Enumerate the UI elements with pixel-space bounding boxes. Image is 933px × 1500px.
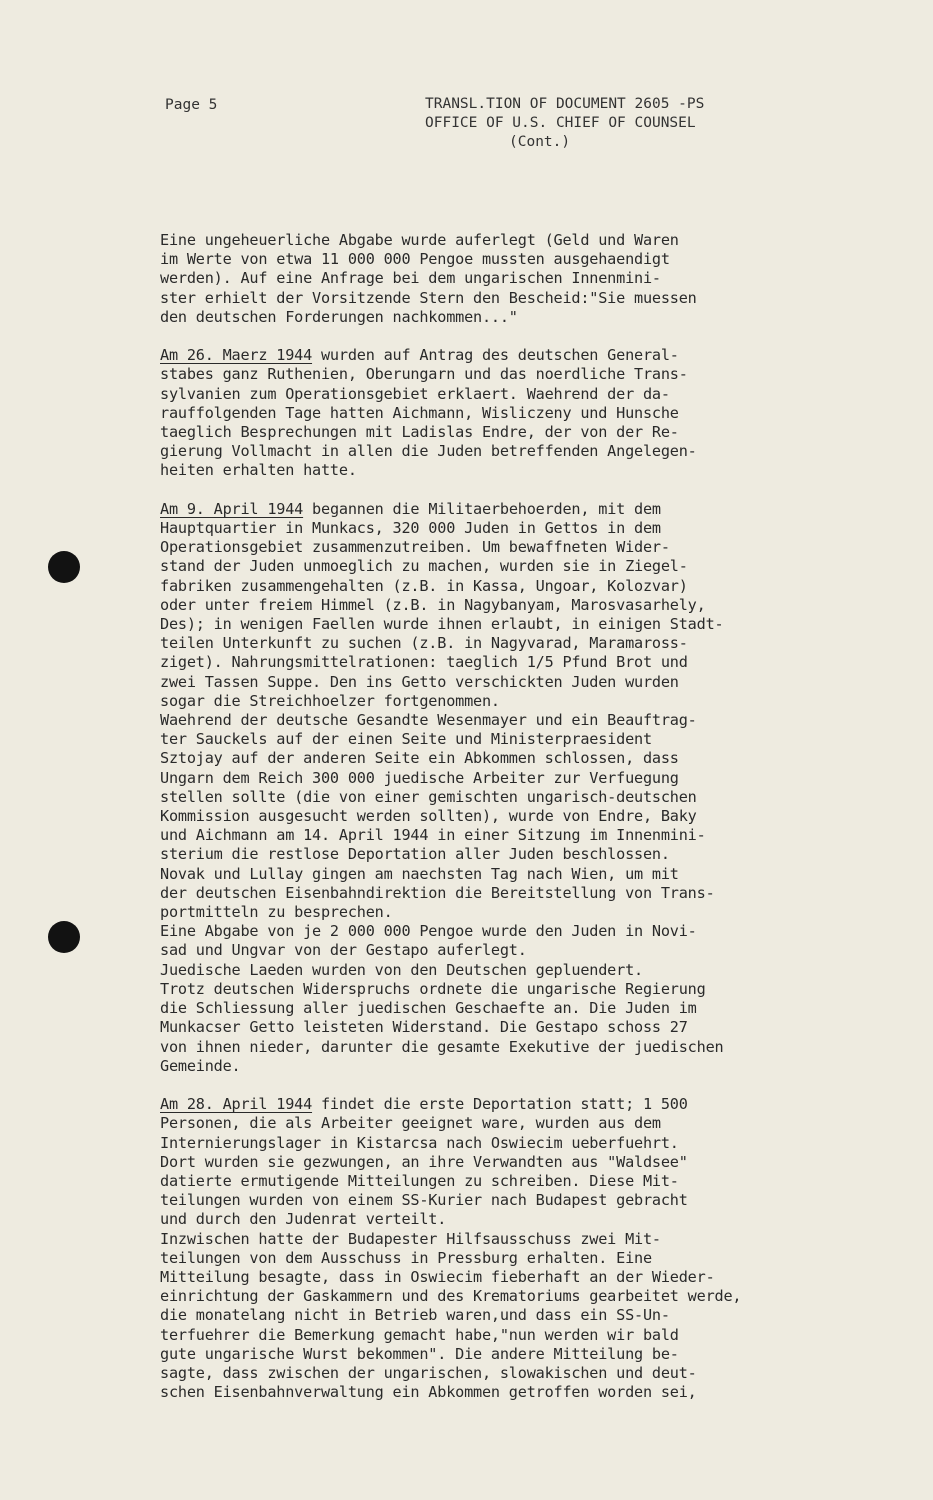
line-text: ziget). Nahrungsmittelrationen: taeglich 1/5 Pfund Brot und [160, 653, 688, 672]
text-line [160, 980, 800, 999]
line-text: Juedische Laeden wurden von den Deutschen gepluendert. [160, 960, 643, 979]
line-text: sad und Ungvar von der Gestapo auferlegt. [160, 941, 527, 960]
text-line [160, 673, 800, 692]
text-line [160, 884, 800, 903]
line-text: Des); in wenigen Faellen wurde ihnen erlaubt, in einigen Stadt- [160, 615, 724, 634]
line-text: einrichtung der Gaskammern und des Krematoriums gearbeitet werde, [160, 1287, 742, 1306]
line-text: stand der Juden unmoeglich zu machen, wurden sie in Ziegel- [160, 557, 688, 576]
text-line [160, 577, 800, 596]
text-line [160, 269, 800, 288]
text-line [160, 826, 800, 845]
line-text: Internierungslager in Kistarcsa nach Oswiecim ueberfuehrt. [160, 1133, 679, 1152]
text-line [160, 1230, 800, 1249]
line-text: teilungen wurden von einem SS-Kurier nach Budapest gebracht [160, 1191, 688, 1210]
line-text: Sztojay auf der anderen Seite ein Abkommen schlossen, dass [160, 749, 679, 768]
line-text: taeglich Besprechungen mit Ladislas Endre, der von der Re- [160, 423, 679, 442]
line-text: begannen die Militaerbehoerden, mit dem [303, 499, 661, 518]
line-text: stellen sollte (die von einer gemischten ungarisch-deutschen [160, 787, 697, 806]
line-text: findet die erste Deportation statt; 1 500 [312, 1095, 688, 1114]
line-text: die monatelang nicht in Betrieb waren,und dass ein SS-Un- [160, 1306, 670, 1325]
punch-hole [48, 551, 80, 583]
text-line [160, 1134, 800, 1153]
text-line [160, 461, 800, 480]
punch-hole [48, 921, 80, 953]
line-text: gute ungarische Wurst bekommen". Die andere Mitteilung be- [160, 1344, 679, 1363]
text-line [160, 1326, 800, 1345]
text-line [160, 807, 800, 826]
text-line [160, 289, 800, 308]
text-line [160, 346, 800, 365]
text-line [160, 500, 800, 519]
line-text: ter Sauckels auf der einen Seite und Ministerpraesident [160, 730, 652, 749]
text-line [160, 1210, 800, 1229]
text-line [160, 692, 800, 711]
line-text: Eine ungeheuerliche Abgabe wurde auferlegt (Geld und Waren [160, 231, 679, 249]
line-text: werden). Auf eine Anfrage bei dem ungarischen Innenmini- [160, 269, 661, 288]
text-line [160, 1191, 800, 1210]
document-header [425, 95, 704, 152]
text-line [160, 231, 800, 250]
line-text: der deutschen Eisenbahndirektion die Bereitstellung von Trans- [160, 883, 715, 902]
line-text: den deutschen Forderungen nachkommen..." [160, 307, 518, 326]
line-text: terfuehrer die Bemerkung gemacht habe,"nun werden wir bald [160, 1325, 679, 1344]
text-line [160, 1038, 800, 1057]
text-line [160, 845, 800, 864]
line-text: teilen Unterkunft zu suchen (z.B. in Nagyvarad, Maramaross- [160, 634, 688, 653]
text-line [160, 615, 800, 634]
text-line [160, 865, 800, 884]
line-text: Ungarn dem Reich 300 000 juedische Arbeiter zur Verfuegung [160, 768, 679, 787]
line-text: Trotz deutschen Widerspruchs ordnete die ungarische Regierung [160, 979, 706, 998]
text-line [160, 1364, 800, 1383]
text-line [160, 1018, 800, 1037]
text-line [160, 711, 800, 730]
text-line [160, 922, 800, 941]
text-line [160, 1057, 800, 1076]
text-line [160, 653, 800, 672]
line-text: und durch den Judenrat verteilt. [160, 1210, 447, 1229]
line-text: Hauptquartier in Munkacs, 320 000 Juden in Gettos in dem [160, 519, 661, 538]
line-text: datierte ermutigende Mitteilungen zu schreiben. Diese Mit- [160, 1171, 679, 1190]
line-text: stabes ganz Ruthenien, Oberungarn und das noerdliche Trans- [160, 365, 688, 384]
text-line [160, 1095, 800, 1114]
line-text: teilungen von dem Ausschuss in Pressburg erhalten. Eine [160, 1248, 652, 1267]
date-lead: Am 9. April 1944 [160, 499, 304, 518]
line-text: Gemeinde. [160, 1056, 241, 1075]
text-line [160, 634, 800, 653]
line-text: Personen, die als Arbeiter geeignet ware, wurden aus dem [160, 1114, 661, 1133]
line-text: sagte, dass zwischen der ungarischen, slowakischen und deut- [160, 1363, 697, 1382]
text-line [160, 404, 800, 423]
text-line [160, 596, 800, 615]
date-lead: Am 26. Maerz 1944 [160, 346, 313, 365]
line-text: wurden auf Antrag des deutschen General- [312, 346, 679, 365]
date-lead: Am 28. April 1944 [160, 1095, 313, 1114]
text-line [160, 442, 800, 461]
text-line [160, 538, 800, 557]
paragraph [160, 346, 800, 480]
line-text: im Werte von etwa 11 000 000 Pengoe mussten ausgehaendigt [160, 250, 670, 269]
line-text: von ihnen nieder, darunter die gesamte Exekutive der juedischen [160, 1037, 724, 1056]
line-text: Novak und Lullay gingen am naechsten Tag nach Wien, um mit [160, 864, 679, 883]
line-text: portmitteln zu besprechen. [160, 903, 393, 922]
line-text: Dort wurden sie gezwungen, an ihre Verwandten aus "Waldsee" [160, 1152, 688, 1171]
text-line [160, 557, 800, 576]
text-line [160, 1153, 800, 1172]
text-line [160, 961, 800, 980]
paragraph [160, 1095, 800, 1402]
text-line [160, 1114, 800, 1133]
line-text: rauffolgenden Tage hatten Aichmann, Wisliczeny und Hunsche [160, 403, 679, 422]
paragraph [160, 231, 800, 327]
line-text: heiten erhalten hatte. [160, 461, 357, 480]
line-text: schen Eisenbahnverwaltung ein Abkommen getroffen worden sei, [160, 1383, 697, 1402]
line-text: Eine Abgabe von je 2 000 000 Pengoe wurde den Juden in Novi- [160, 922, 697, 941]
text-line [160, 519, 800, 538]
text-line [160, 385, 800, 404]
text-line [160, 749, 800, 768]
text-line [160, 788, 800, 807]
line-text: die Schliessung aller juedischen Geschaefte an. Die Juden im [160, 999, 697, 1018]
line-text: gierung Vollmacht in allen die Juden betreffenden Angelegen- [160, 442, 697, 461]
line-text: ster erhielt der Vorsitzende Stern den Bescheid:"Sie muessen [160, 288, 697, 307]
header-line: (Cont.) [509, 134, 571, 150]
text-line [160, 423, 800, 442]
text-line [160, 1249, 800, 1268]
text-line [160, 1345, 800, 1364]
text-line [160, 1383, 800, 1402]
text-line [160, 999, 800, 1018]
header-line: OFFICE OF U.S. CHIEF OF COUNSEL [425, 115, 696, 131]
text-line [160, 941, 800, 960]
line-text: oder unter freiem Himmel (z.B. in Nagybanyam, Marosvasarhely, [160, 595, 706, 614]
line-text: sogar die Streichhoelzer fortgenommen. [160, 691, 500, 710]
text-line [160, 308, 800, 327]
line-text: Kommission ausgesucht werden sollten), wurde von Endre, Baky [160, 807, 697, 826]
line-text: Inzwischen hatte der Budapester Hilfsausschuss zwei Mit- [160, 1229, 661, 1248]
line-text: und Aichmann am 14. April 1944 in einer Sitzung im Innenmini- [160, 826, 706, 845]
line-text: Munkacser Getto leisteten Widerstand. Die Gestapo schoss 27 [160, 1018, 688, 1037]
text-line [160, 1287, 800, 1306]
text-line [160, 250, 800, 269]
page-number: Page 5 [165, 97, 218, 113]
text-line [160, 903, 800, 922]
text-line [160, 769, 800, 788]
line-text: sylvanien zum Operationsgebiet erklaert. Waehrend der da- [160, 384, 670, 403]
document-body [160, 231, 800, 1422]
text-line [160, 1268, 800, 1287]
header-line: TRANSL.TION OF DOCUMENT 2605 -PS [425, 96, 705, 112]
line-text: Waehrend der deutsche Gesandte Wesenmayer und ein Beauftrag- [160, 711, 697, 730]
text-line [160, 1172, 800, 1191]
line-text: fabriken zusammengehalten (z.B. in Kassa, Ungoar, Kolozvar) [160, 576, 688, 595]
text-line [160, 365, 800, 384]
line-text: Operationsgebiet zusammenzutreiben. Um bewaffneten Wider- [160, 538, 670, 557]
text-line [160, 1306, 800, 1325]
line-text: zwei Tassen Suppe. Den ins Getto verschickten Juden wurden [160, 672, 679, 691]
paragraph [160, 500, 800, 1076]
text-line [160, 730, 800, 749]
line-text: sterium die restlose Deportation aller Juden beschlossen. [160, 845, 670, 864]
line-text: Mitteilung besagte, dass in Oswiecim fieberhaft an der Wieder- [160, 1267, 715, 1286]
